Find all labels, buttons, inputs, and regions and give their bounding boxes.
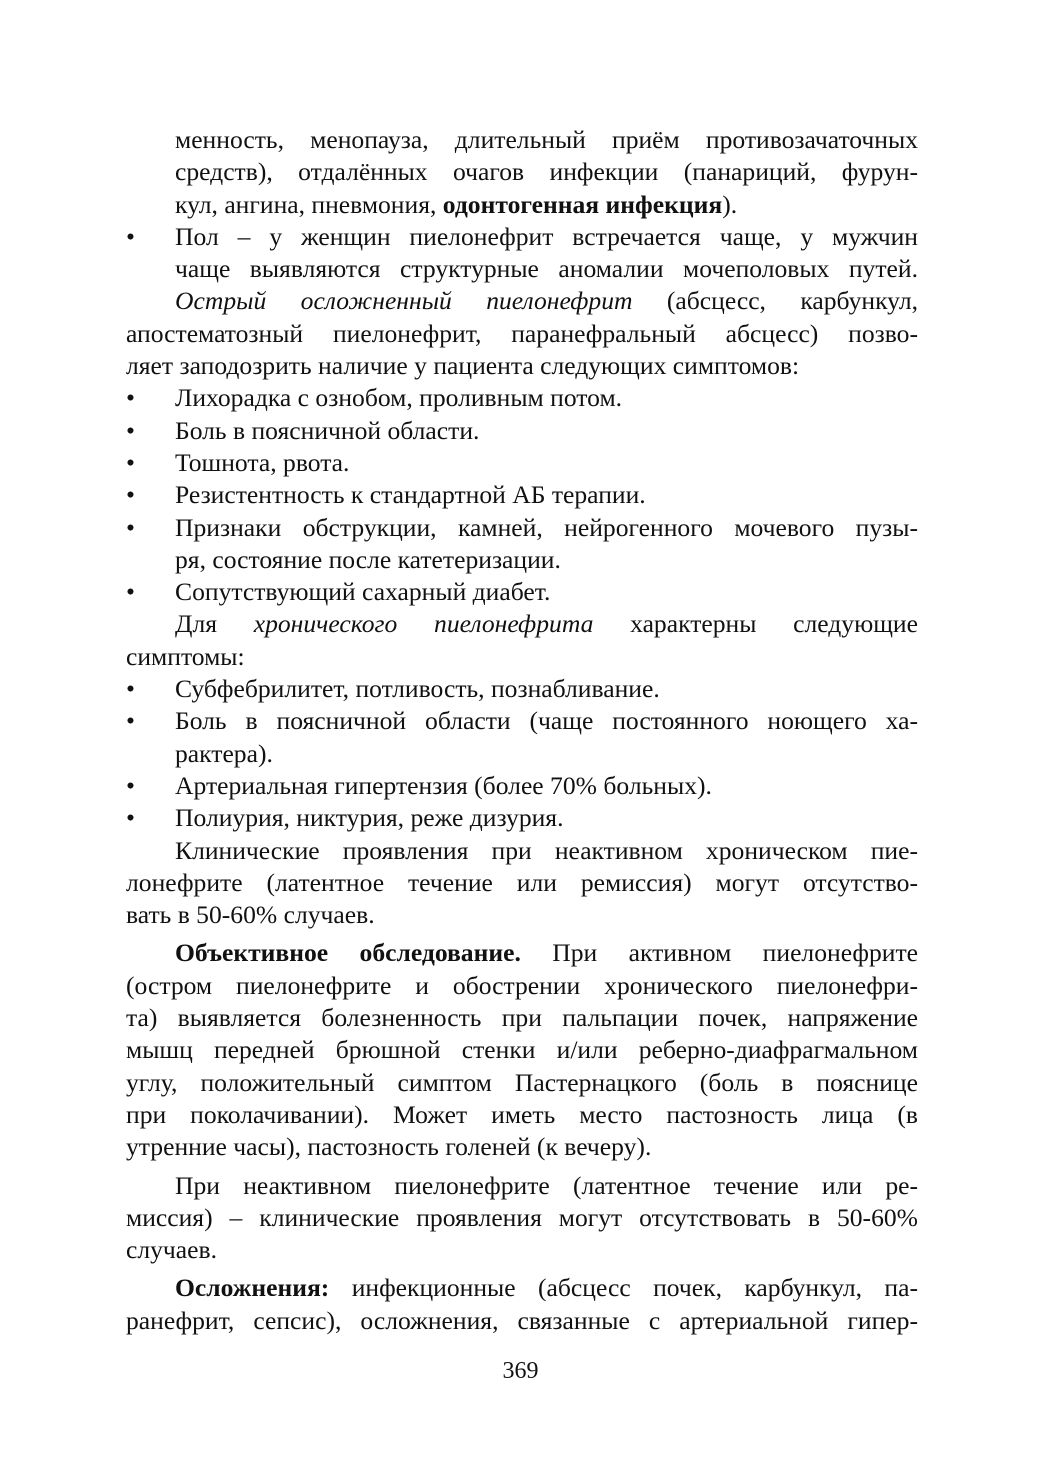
list-item: • Сопутствующий сахарный диабет. — [126, 576, 918, 608]
text-line: лонефрите (латентное течение или ремиссия) могут отсутство- — [126, 867, 918, 897]
text-line: симптомы: — [126, 641, 245, 671]
list-item: • Лихорадка с ознобом, проливным потом. — [126, 382, 918, 414]
bullet: • — [126, 447, 135, 477]
list-item: • Боль в поясничной области. — [126, 415, 918, 447]
text-line: мышц передней брюшной стенки и/или реберно-диафрагмальном — [126, 1035, 918, 1065]
text-line: при поколачивании). Может иметь место пастозность лица (в — [126, 1099, 918, 1129]
paragraph-start: Для хронического пиелонефрита характерны следующие — [175, 609, 918, 639]
list-item: • Артериальная гипертензия (более 70% больных). — [126, 770, 918, 802]
bullet: • — [126, 383, 135, 413]
list-item: • Тошнота, рвота. — [126, 447, 918, 479]
text-line: рактера). — [175, 738, 273, 768]
bullet: • — [126, 512, 135, 542]
text-line: ляет заподозрить наличие у пациента следующих симптомов: — [126, 351, 800, 381]
bullet: • — [126, 770, 135, 800]
list-item: • Признаки обструкции, камней, нейрогенного мочевого пузы- — [126, 512, 918, 544]
bullet: • — [126, 480, 135, 510]
list-item: • Субфебрилитет, потливость, познабливание. — [126, 673, 918, 705]
text-line: случаев. — [126, 1235, 218, 1265]
text-line: средств), отдалённых очагов инфекции (панариций, фурун- — [175, 157, 918, 187]
list-item: • Боль в поясничной области (чаще постоянного ноющего ха- — [126, 705, 918, 737]
text-line: менность, менопауза, длительный приём противозачаточных — [175, 125, 918, 154]
section-heading: Осложнения: — [175, 1273, 330, 1303]
text-line: чаще выявляются структурные аномалии мочеполовых путей. — [175, 254, 918, 284]
paragraph-start: При неактивном пиелонефрите (латентное течение или ре- — [175, 1170, 918, 1200]
text-line: вать в 50-60% случаев. — [126, 900, 375, 930]
text-line: апостематозный пиелонефрит, паранефральный абсцесс) позво- — [126, 318, 918, 348]
italic-term: хронического пиелонефрита — [253, 609, 594, 639]
bullet: • — [126, 803, 135, 833]
bullet: • — [126, 415, 135, 445]
paragraph-start: Клинические проявления при неактивном хроническом пие- — [175, 835, 918, 865]
paragraph-start: Острый осложненный пиелонефрит (абсцесс, карбункул, — [175, 286, 919, 316]
bullet: • — [126, 221, 135, 251]
text-line: ранефрит, сепсис), осложнения, связанные с артериальной гипер- — [126, 1305, 918, 1335]
paragraph-start: Осложнения: инфекционные (абсцесс почек, карбункул, па- — [175, 1273, 918, 1303]
bold-term: одонтогенная инфекция — [442, 189, 723, 219]
bullet: • — [126, 674, 135, 704]
text-line: утренние часы), пастозность голеней (к вечеру). — [126, 1132, 652, 1162]
text-line: та) выявляется болезненность при пальпации почек, напряжение — [126, 1003, 918, 1033]
text-line: миссия) – клинические проявления могут отсутствовать в 50-60% — [126, 1202, 918, 1232]
page-number: 369 — [502, 1358, 539, 1384]
document-page — [126, 124, 918, 1337]
italic-term: Острый осложненный пиелонефрит — [175, 286, 633, 316]
list-item: • Пол – у женщин пиелонефрит встречается чаще, у мужчин — [126, 221, 918, 253]
text-line: (остром пиелонефрите и обострении хронического пиелонефри- — [126, 970, 918, 1000]
text-line: углу, положительный симптом Пастернацкого (боль в пояснице — [126, 1067, 918, 1097]
section-heading: Объективное обследование. — [175, 938, 521, 968]
bullet: • — [126, 577, 135, 607]
paragraph-start: Объективное обследование. При активном пиелонефрите — [175, 938, 918, 968]
list-item: • Полиурия, никтурия, реже дизурия. — [126, 802, 918, 834]
text-line: ря, состояние после катетеризации. — [175, 544, 561, 574]
bullet: • — [126, 706, 135, 736]
list-item: • Резистентность к стандартной АБ терапии. — [126, 479, 918, 511]
text-line: кул, ангина, пневмония, одонтогенная инфекция). — [175, 189, 738, 219]
